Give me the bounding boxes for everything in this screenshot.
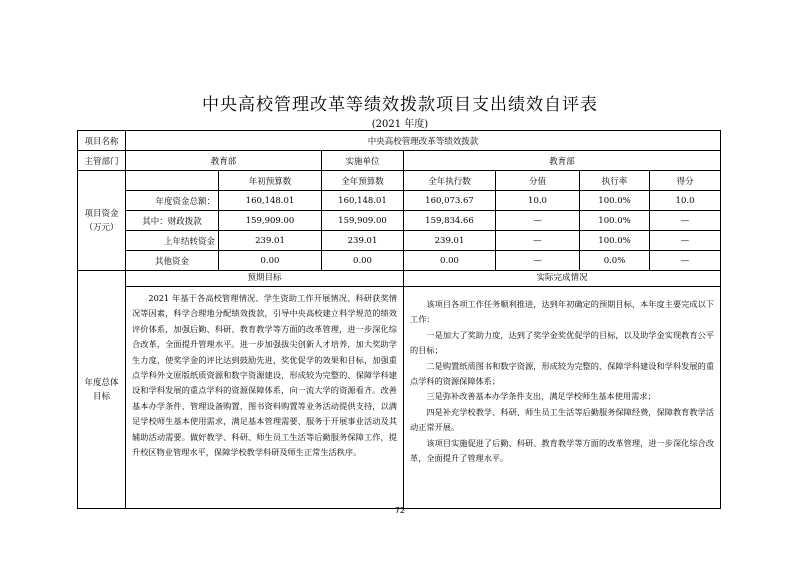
expected-goal-paragraph: 2021 年基于各高校管理情况、学生资助工作开展情况、科研获奖情况等因素，科学合理地分配绩效拨款，引导中央高校建立科学规范的绩效评价体系，加强后勤、科研、教育教学等方面的改革管理，进一步深化综合改革，全面提升管理水平。进一步加强拔尖创新人才培养，加大奖助学生力度，使奖学金的评比达到鼓励先进，奖优促学的效果和目标，加强重点学科外文原版纸质资源和数字资源建设，形成较为完整的、保障学科建设和学科发展的重点学科的资源保障体系，向一流大学的资源看齐。改善基本办学条件、管理设备购置、图书资料购置等业务活动提供支持，以满足学校师生基本使用需求，满足基本管理需要、服务于开展事业活动及其辅助活动需要。做好教学、科研、师生员工生活等后勤服务保障工作，提升校区物业管理水平，保障学校教学科研及师生正常生活秩序。	[132, 293, 397, 458]
cell: —	[650, 211, 721, 231]
cell: 100.0%	[580, 231, 650, 251]
header-initial-budget: 年初预算数	[219, 171, 322, 191]
cell: 160,148.01	[322, 191, 404, 211]
actual-paragraph: 三是弥补改善基本办学条件支出，满足学校师生基本使用需求；	[426, 391, 656, 402]
impl-unit-value: 教育部	[404, 151, 721, 171]
actual-paragraph: 该项目各项工作任务顺利推进，达到年初确定的预期目标，本年度主要完成以下工作：	[410, 299, 715, 325]
expected-goal-cell	[126, 271, 404, 509]
impl-unit-label: 实施单位	[322, 151, 404, 171]
annual-goal-label: 年度总体目标	[78, 271, 126, 509]
header-blank	[126, 171, 219, 191]
row-label: 上年结转资金	[126, 231, 219, 251]
row-label: 年度资金总额：	[126, 191, 219, 211]
cell: 160,073.67	[404, 191, 496, 211]
cell: 160,148.01	[219, 191, 322, 211]
actual-paragraph: 该项目实施促进了后勤、科研、教育教学等方面的改革管理，进一步深化综合改革，全面提升了管理水平。	[410, 437, 715, 464]
cell: 0.00	[404, 251, 496, 271]
cell: 159,909.00	[219, 211, 322, 231]
cell: —	[650, 231, 721, 251]
header-annual-budget: 全年预算数	[322, 171, 404, 191]
expected-goal-text	[126, 287, 403, 460]
table-row	[78, 251, 721, 271]
actual-completion-text	[404, 287, 720, 466]
dept-value: 教育部	[126, 151, 322, 171]
actual-paragraph: 一是加大了奖助力度，达到了奖学金奖优促学的目标，以及助学金实现教育公平的目标；	[410, 329, 715, 356]
actual-completion-heading: 实际完成情况	[404, 271, 720, 287]
cell: —	[496, 251, 580, 271]
actual-paragraph: 二是购置纸质图书和数字资源，形成较为完整的、保障学科建设和学科发展的重点学科的资源保障体系；	[410, 360, 715, 387]
cell: 100.0%	[580, 191, 650, 211]
header-score: 得分	[650, 171, 721, 191]
document-subtitle: (2021 年度)	[371, 119, 429, 130]
dept-label: 主管部门	[78, 151, 126, 171]
page-number: 72	[394, 506, 406, 515]
cell: 0.00	[322, 251, 404, 271]
table-row	[78, 231, 721, 251]
header-exec-rate: 执行率	[580, 171, 650, 191]
cell: 239.01	[219, 231, 322, 251]
cell: 0.00	[219, 251, 322, 271]
cell: —	[496, 211, 580, 231]
document-title: 中央高校管理改革等绩效拨款项目支出绩效自评表	[202, 95, 598, 115]
actual-paragraph: 四是补充学校教学、科研、师生员工生活等后勤服务保障经费，保障教育教学活动正常开展。	[410, 406, 715, 433]
funds-label: 项目资金（万元）	[78, 171, 126, 271]
cell: 10.0	[650, 191, 721, 211]
header-score-weight: 分值	[496, 171, 580, 191]
header-annual-executed: 全年执行数	[404, 171, 496, 191]
cell: 239.01	[404, 231, 496, 251]
cell: 0.0%	[580, 251, 650, 271]
row-label: 其中：财政拨款	[126, 211, 219, 231]
cell: 159,909.00	[322, 211, 404, 231]
cell: 10.0	[496, 191, 580, 211]
cell: 100.0%	[580, 211, 650, 231]
cell: —	[496, 231, 580, 251]
performance-table	[77, 130, 721, 509]
table-row	[78, 211, 721, 231]
actual-completion-cell	[404, 271, 721, 509]
project-name-value: 中央高校管理改革等绩效拨款	[126, 131, 721, 151]
cell: 159,834.66	[404, 211, 496, 231]
table-row	[78, 191, 721, 211]
project-name-label: 项目名称	[78, 131, 126, 151]
row-label: 其他资金	[126, 251, 219, 271]
expected-goal-heading: 预期目标	[126, 271, 403, 287]
cell: —	[650, 251, 721, 271]
cell: 239.01	[322, 231, 404, 251]
